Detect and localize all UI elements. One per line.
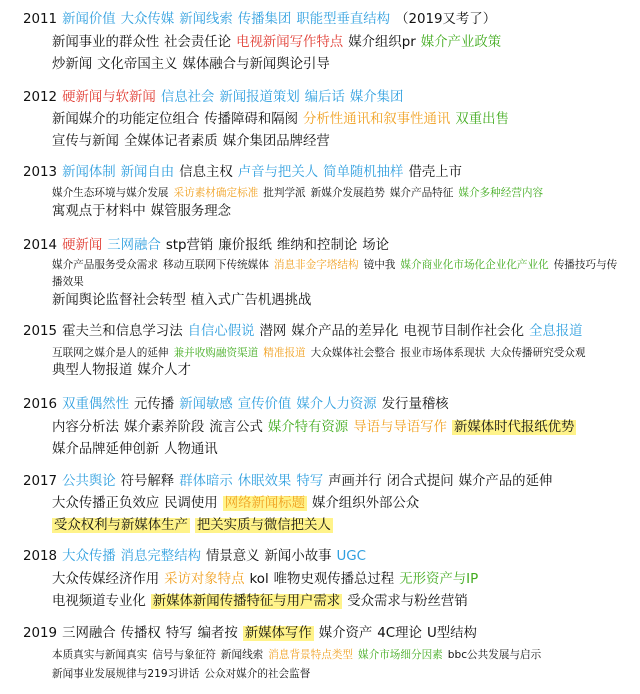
- topic-term: 大众传播正负效应: [52, 496, 160, 511]
- year-label: 2014: [23, 238, 58, 253]
- topic-term: 媒介商业化市场化企业化产业化: [400, 259, 549, 271]
- topic-term: 媒介人力资源: [296, 397, 377, 412]
- topic-term: 兼并收购融资渠道: [173, 347, 259, 359]
- section-2018-line-2: [52, 570, 640, 592]
- topic-term: stp营销: [165, 238, 214, 253]
- topic-term: 消息非金字塔结构: [273, 259, 359, 271]
- section-2012-line-3: [52, 132, 640, 154]
- topic-term: 新闻体制: [62, 165, 116, 180]
- topic-term: 民调使用: [164, 496, 218, 511]
- topic-term: 信号与象征符: [152, 649, 216, 661]
- section-2012-line-1: [23, 88, 640, 110]
- topic-term: 新媒体新闻传播特征与用户需求: [152, 594, 341, 609]
- section-2014-line-2: [52, 257, 640, 291]
- topic-term: kol: [249, 572, 269, 587]
- section-2011-line-3: [52, 55, 640, 77]
- topic-term: 互联网之媒介是人的延伸: [52, 347, 169, 359]
- topic-term: 新闻自由: [120, 165, 175, 180]
- topic-term: 植入式广告机遇挑战: [190, 293, 312, 308]
- topic-term: 卢音与把关人: [237, 165, 319, 180]
- topic-term: 新闻事业发展规律与219习讲话: [52, 668, 200, 680]
- topic-term: 典型人物报道: [52, 363, 133, 378]
- topic-term: 社会责任论: [164, 35, 232, 50]
- topic-term: 发行量稽核: [381, 397, 449, 412]
- topic-term: 大众媒体社会整合: [310, 347, 396, 359]
- topic-term: 采访对象特点: [164, 572, 245, 587]
- topic-term: 把关实质与微信把关人: [196, 518, 331, 533]
- topic-term: 简单随机抽样: [323, 165, 404, 180]
- topic-term: 媒介特有资源: [267, 420, 349, 435]
- topic-term: 硬新闻: [62, 238, 103, 253]
- topic-term: 全媒体记者素质: [123, 134, 218, 149]
- topic-term: 媒管服务理念: [150, 204, 232, 219]
- topic-term: 媒介产业政策: [420, 35, 502, 50]
- section-2013-line-3: [52, 202, 640, 224]
- topic-term: 信息社会: [160, 90, 215, 105]
- topic-term: 新闻小故事: [264, 549, 332, 564]
- topic-term: 炒新闻: [52, 57, 93, 72]
- topic-term: 传播集团: [237, 12, 292, 27]
- topic-term: 霍夫兰和信息学习法: [62, 324, 183, 339]
- topic-term: 内容分析法: [52, 420, 119, 435]
- topic-term: 媒介组织pr: [348, 35, 416, 50]
- topic-term: U型结构: [426, 626, 477, 641]
- year-label: 2015: [23, 324, 58, 339]
- topic-term: 休眠效果: [237, 474, 292, 489]
- topic-term: 信息主权: [179, 165, 233, 180]
- topic-term: 双重出售: [455, 112, 509, 127]
- topic-term: 报业市场体系现状: [400, 347, 486, 359]
- section-2016-line-2: [52, 418, 640, 440]
- topic-term: 符号解释: [120, 474, 175, 489]
- topic-term: 编者按: [197, 626, 238, 641]
- topic-term: 职能型垂直结构: [296, 12, 391, 27]
- topic-term: 流言公式: [209, 420, 263, 435]
- topic-term: 媒体融合与新闻舆论引导: [182, 57, 330, 72]
- topic-term: 双重偶然性: [62, 397, 130, 412]
- topic-term: 媒介人才: [137, 363, 191, 378]
- topic-term: 电视频道专业化: [52, 594, 146, 609]
- section-2014-line-3: [52, 291, 640, 313]
- topic-term: 廉价报纸: [218, 238, 272, 253]
- year-label: 2011: [23, 12, 58, 27]
- topic-term: 新闻线索: [179, 12, 233, 27]
- topic-term: 元传播: [134, 397, 175, 412]
- topic-term: 精准报道: [263, 347, 306, 359]
- topic-term: 群体暗示: [179, 474, 233, 489]
- topic-term: 全息报道: [528, 324, 583, 339]
- topic-term: 硬新闻与软新闻: [62, 90, 156, 105]
- section-2017-line-3: [52, 516, 640, 538]
- topic-term: 媒介组织外部公众: [312, 496, 420, 511]
- topic-term: 媒介集团品牌经营: [222, 134, 330, 149]
- topic-term: 批判学派: [263, 187, 306, 199]
- topic-term: 三网融合: [62, 626, 116, 641]
- topic-term: UGC: [336, 549, 367, 564]
- topic-term: 媒介生态环境与媒介发展: [52, 187, 169, 199]
- topic-term: 三网融合: [107, 238, 161, 253]
- topic-term: 大众传播: [62, 549, 116, 564]
- topic-term: 媒介集团: [349, 90, 404, 105]
- section-2019-line-3: [52, 664, 640, 686]
- topic-term: 人物通讯: [164, 442, 218, 457]
- topic-term: 媒介产品服务受众需求: [52, 259, 158, 271]
- topic-term: 特写: [165, 626, 193, 641]
- topic-term: 电视节目制作社会化: [403, 324, 524, 339]
- topic-term: 媒介品牌延伸创新: [52, 442, 160, 457]
- topic-term: 媒介多种经营内容: [458, 187, 544, 199]
- section-2018-line-1: [23, 547, 640, 569]
- topic-term: 大众传媒: [120, 12, 175, 27]
- topic-term: 特写: [296, 474, 324, 489]
- year-label: 2013: [23, 165, 58, 180]
- section-2018-line-3: [52, 592, 640, 614]
- year-label: 2018: [23, 549, 58, 564]
- topic-term: 本质真实与新闻真实: [52, 649, 148, 661]
- section-2016-line-1: [23, 395, 640, 417]
- year-label: 2012: [23, 90, 58, 105]
- topic-term: 情景意义: [205, 549, 260, 564]
- topic-term: 网络新闻标题: [224, 496, 306, 511]
- topic-term: 闭合式提问: [386, 474, 454, 489]
- topic-term: 潜网: [259, 324, 287, 339]
- topic-term: 受众需求与粉丝营销: [347, 594, 468, 609]
- topic-term: 传播障碍和隔阂: [204, 112, 299, 127]
- topic-term: 新闻媒介的功能定位组合: [52, 112, 200, 127]
- topic-term: 声画并行: [328, 474, 382, 489]
- topic-term: 借壳上市: [408, 165, 463, 180]
- topic-term: 媒介产品的延伸: [458, 474, 553, 489]
- section-2015-line-3: [52, 361, 640, 383]
- topic-term: 公众对媒介的社会监督: [204, 668, 311, 680]
- topic-term: 消息背景特点类型: [268, 649, 354, 661]
- topic-term: 传播权: [120, 626, 161, 641]
- topic-term: 移动互联网下传统媒体: [162, 259, 269, 271]
- topic-term: 文化帝国主义: [97, 57, 178, 72]
- topic-term: 无形资产与IP: [399, 572, 479, 587]
- section-2017-line-2: [52, 494, 640, 516]
- topic-term: 大众传媒经济作用: [52, 572, 160, 587]
- topic-term: 消息完整结构: [120, 549, 201, 564]
- topic-term: 公共舆论: [62, 474, 116, 489]
- topic-term: 电视新闻写作特点: [236, 35, 344, 50]
- topic-term: 新闻线索: [220, 649, 264, 661]
- topic-term: 宣传与新闻: [52, 134, 119, 149]
- topic-term: 维纳和控制论: [276, 238, 358, 253]
- topic-term: （2019又考了）: [395, 12, 497, 27]
- topic-term: 宣传价值: [237, 397, 292, 412]
- topic-term: 新闻事业的群众性: [52, 35, 160, 50]
- topic-term: 采访素材确定标准: [173, 187, 259, 199]
- topic-term: 新闻敏感: [179, 397, 233, 412]
- year-label: 2019: [23, 626, 58, 641]
- topic-term: 场论: [362, 238, 390, 253]
- section-2013-line-1: [23, 163, 640, 185]
- topic-term: 新媒体写作: [244, 626, 312, 641]
- topic-term: 媒介资产: [318, 626, 373, 641]
- topic-term: 新闻舆论监督社会转型: [52, 293, 186, 308]
- topic-term: 自信心假说: [187, 324, 255, 339]
- topic-term: 新闻报道策划: [219, 90, 300, 105]
- section-2019-line-1: [23, 624, 640, 646]
- topic-term: 媒介产品特征: [389, 187, 454, 199]
- topic-term: 新媒介发展趋势: [310, 187, 385, 199]
- year-label: 2017: [23, 474, 58, 489]
- topic-term: 媒介素养阶段: [123, 420, 205, 435]
- topic-term: 媒介市场细分因素: [358, 649, 443, 661]
- topic-term: 新闻价值: [62, 12, 116, 27]
- topic-term: 分析性通讯和叙事性通讯: [303, 112, 451, 127]
- topic-term: 导语与导语写作: [353, 420, 447, 435]
- section-2015-line-1: [23, 322, 640, 344]
- section-2016-line-3: [52, 440, 640, 462]
- topic-term: 大众传播研究受众观: [490, 347, 586, 359]
- topic-term: bbc公共发展与启示: [447, 649, 542, 661]
- topic-term: 唯物史观传播总过程: [273, 572, 395, 587]
- year-label: 2016: [23, 397, 58, 412]
- section-2014-line-1: [23, 236, 640, 258]
- section-2011-line-2: [52, 33, 640, 55]
- topic-term: 4C理论: [377, 626, 422, 641]
- topic-term: 传播技巧与传播效果: [52, 259, 618, 288]
- topic-term: 新媒体时代报纸优势: [453, 420, 575, 435]
- topic-term: 镜中我: [363, 259, 396, 271]
- section-2017-line-1: [23, 472, 640, 494]
- section-2011-line-1: [23, 10, 640, 32]
- topic-term: 媒介产品的差异化: [291, 324, 399, 339]
- section-2012-line-2: [52, 110, 640, 132]
- topic-term: 编后话: [304, 90, 345, 105]
- topic-term: 受众权利与新媒体生产: [54, 518, 188, 533]
- topic-term: 寓观点于材料中: [52, 204, 146, 219]
